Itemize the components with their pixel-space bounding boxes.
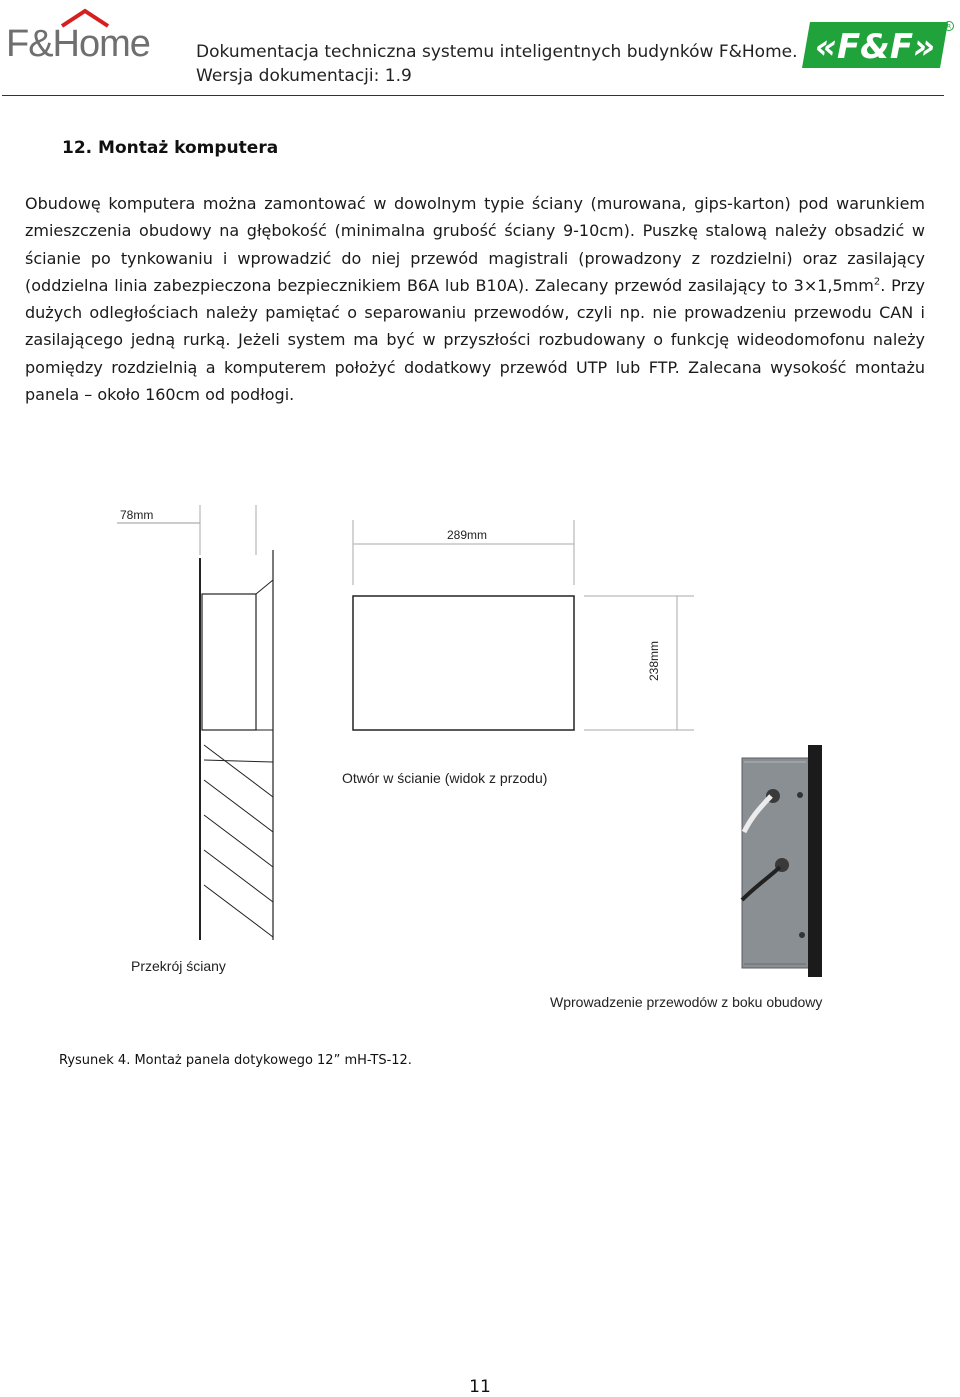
front-view-label: Otwór w ścianie (widok z przodu) [342,770,548,786]
side-view-label: Wprowadzenie przewodów z boku obudowy [550,994,823,1010]
section-heading: 12. Montaż komputera [62,138,279,158]
wall-cross-section-drawing [117,505,273,940]
depth-dimension-label: 78mm [120,508,154,522]
superscript-2: 2 [873,276,881,288]
document-title [196,40,798,88]
width-dimension-label: 289mm [447,528,488,542]
fhome-logo [6,8,160,64]
page-header [0,0,960,100]
document-version: Wersja dokumentacji: 1.9 [196,66,412,86]
figure-caption: Rysunek 4. Montaż panela dotykowego 12” mH-TS-12. [59,1053,412,1068]
paragraph-text-2: . Przy dużych odległościach należy pamiętać o separowaniu przewodów, czyli np. nie prowadzeniu przewodu CAN i zasilającego jedną rurką. Jeżeli system ma być w przyszłości rozbudowany o funkcję wideodomofonu należy pomiędzy rozdzielnią a komputerem położyć dodatkowy przewód UTP lub FTP. Zalecana wysokość montażu panela – około 160cm od podłogi. [25,275,925,405]
header-divider [2,95,944,96]
fhome-logo-text: F&Home [6,23,150,65]
mounting-figure [0,490,960,1030]
front-view-drawing [353,520,694,730]
ff-logo-text: «F&F» [814,27,936,67]
ff-company-logo [800,18,956,72]
document-title-line1: Dokumentacja techniczna systemu inteligentnych budynków F&Home. [196,42,798,62]
housing-side-photo [742,745,822,977]
page-number: 11 [469,1377,491,1397]
section-paragraph [25,190,925,408]
cross-section-label: Przekrój ściany [131,958,226,974]
height-dimension-label: 238mm [647,640,661,681]
svg-text:R: R [946,23,952,31]
paragraph-text-1: Obudowę komputera można zamontować w dowolnym typie ściany (murowana, gips-karton) pod warunkiem zmieszczenia obudowy na głębokość (minimalna grubość ściany 9-10cm). Puszkę stalową należy obsadzić w ścianie po tynkowaniu i wprowadzić do niej przewód magistrali (prowadzony z rozdzielni) oraz zasilający (oddzielna linia zabezpieczona bezpiecznikiem B6A lub B10A). Zalecany przewód zasilający to 3×1,5mm [25,194,925,295]
